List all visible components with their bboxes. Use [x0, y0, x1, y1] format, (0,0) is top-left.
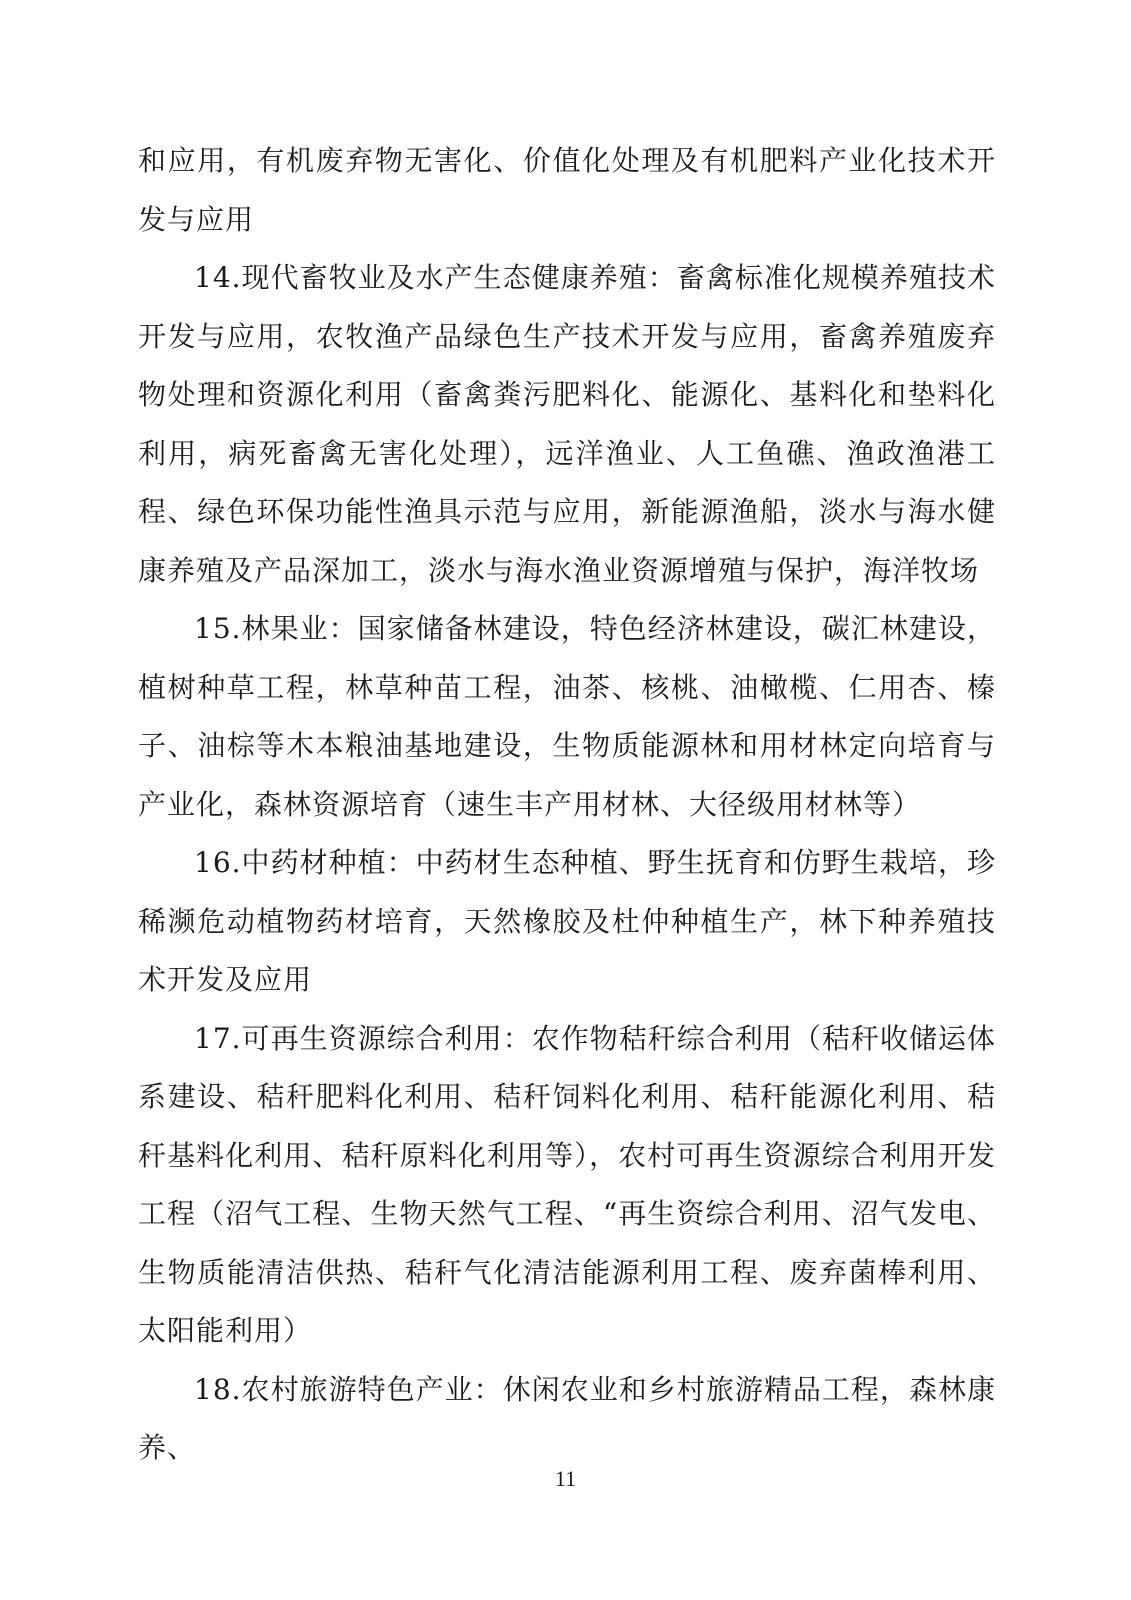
paragraph-item-16: 16.中药材种植：中药材生态种植、野生抚育和仿野生栽培，珍稀濒危动植物药材培育，天然橡胶及杜仲种植生产，林下种养殖技术开发及应用: [138, 846, 996, 996]
paragraph-item-15: 15.林果业：国家储备林建设，特色经济林建设，碳汇林建设，植树种草工程，林草种苗工程，油茶、核桃、油橄榄、仁用杏、榛子、油棕等木本粮油基地建设，生物质能源林和用材林定向培育与产业化，森林资源培育（速生丰产用材林、大径级用材林等）: [138, 612, 996, 821]
document-body: [138, 132, 996, 1478]
page-number: 11: [554, 1466, 577, 1491]
paragraph-continuation: 和应用，有机废弃物无害化、价值化处理及有机肥料产业化技术开发与应用: [138, 144, 996, 236]
paragraph-item-17: 17.可再生资源综合利用：农作物秸秆综合利用（秸秆收储运体系建设、秸秆肥料化利用、秸秆饲料化利用、秸秆能源化利用、秸秆基料化利用、秸秆原料化利用等），农村可再生资源综合利用开发工程（沼气工程、生物天然气工程、“再生资综合利用、沼气发电、生物质能清洁供热、秸秆气化清洁能源利用工程、废弃菌棒利用、太阳能利用）: [138, 1021, 996, 1347]
paragraph-item-14: 14.现代畜牧业及水产生态健康养殖：畜禽标准化规模养殖技术开发与应用，农牧渔产品绿色生产技术开发与应用，畜禽养殖废弃物处理和资源化利用（畜禽粪污肥料化、能源化、基料化和垫料化利用，病死畜禽无害化处理），远洋渔业、人工鱼礁、渔政渔港工程、绿色环保功能性渔具示范与应用，新能源渔船，淡水与海水健康养殖及产品深加工，淡水与海水渔业资源增殖与保护，海洋牧场: [138, 261, 996, 587]
paragraph-item-18: 18.农村旅游特色产业：休闲农业和乡村旅游精品工程，森林康养、: [138, 1372, 996, 1464]
